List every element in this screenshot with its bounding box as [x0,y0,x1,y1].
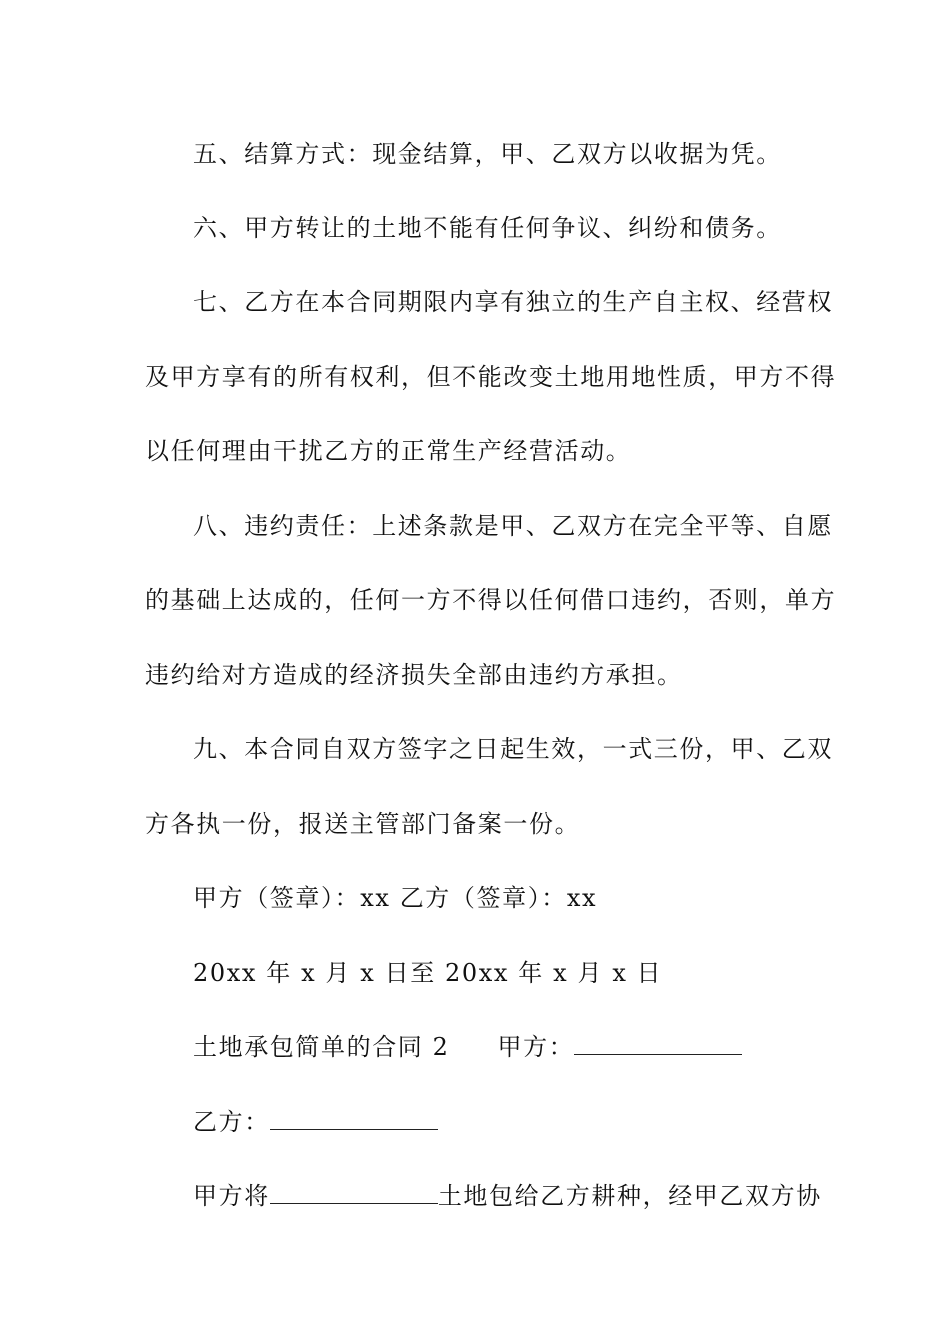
clause-seven-line-2: 及甲方享有的所有权利，但不能改变土地用地性质，甲方不得 [145,363,837,391]
contract-2-first-clause [193,1181,822,1211]
clause-five: 五、结算方式：现金结算，甲、乙双方以收据为凭。 [193,140,782,168]
clause-six: 六、甲方转让的土地不能有任何争议、纠纷和债务。 [193,214,782,242]
party-b-blank [270,1109,438,1130]
clause-nine-line-2: 方各执一份，报送主管部门备案一份。 [145,810,581,838]
date-line: 20xx 年 x 月 x 日至 20xx 年 x 月 x 日 [193,959,663,987]
contract-2-heading-row [193,1032,807,1062]
signature-line: 甲方（签章）：xx 乙方（签章）：xx [193,884,598,912]
party-b-row [193,1107,807,1137]
land-location-blank [270,1183,438,1204]
party-b-label: 乙方： [193,1108,270,1136]
contract-2-title: 土地承包简单的合同 2 [193,1033,450,1061]
clause-eight-line-2: 的基础上达成的，任何一方不得以任何借口违约，否则，单方 [145,586,837,614]
clause-eight-line-3: 违约给对方造成的经济损失全部由违约方承担。 [145,661,683,689]
clause-eight-line-1: 八、违约责任：上述条款是甲、乙双方在完全平等、自愿 [193,512,833,540]
clause-seven-line-3: 以任何理由干扰乙方的正常生产经营活动。 [145,437,632,465]
clause-seven-line-1: 七、乙方在本合同期限内享有独立的生产自主权、经营权 [193,288,833,316]
clause-start-text: 甲方将 [193,1182,270,1210]
party-a-blank [574,1034,742,1055]
clause-nine-line-1: 九、本合同自双方签字之日起生效，一式三份，甲、乙双 [193,735,833,763]
party-a-label: 甲方： [497,1033,575,1061]
clause-rest-text: 土地包给乙方耕种，经甲乙双方协 [437,1182,822,1210]
